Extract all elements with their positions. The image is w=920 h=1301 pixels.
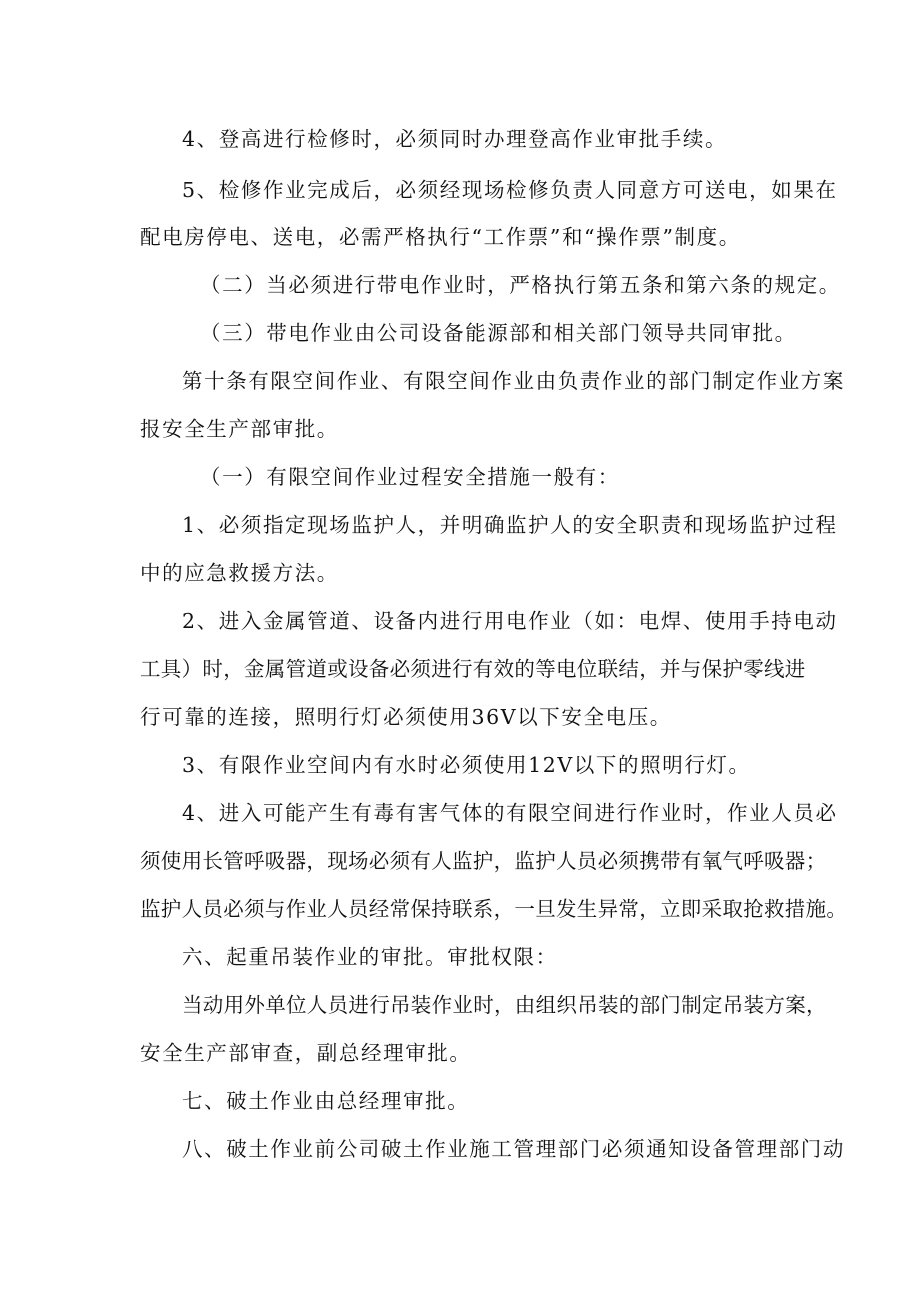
paragraph-line: 当动用外单位人员进行吊装作业时，由组织吊装的部门制定吊装方案，: [182, 993, 827, 1017]
paragraph-line: 报安全生产部审批。: [140, 417, 339, 441]
paragraph-line: 安全生产部审查，副总经理审批。: [140, 1041, 472, 1065]
paragraph-line: 4、进入可能产生有毒有害气体的有限空间进行作业时，作业人员必: [182, 801, 838, 825]
paragraph-line: 2、进入金属管道、设备内进行用电作业（如：电焊、使用手持电动: [182, 609, 838, 633]
paragraph-line: 中的应急救援方法。: [140, 561, 339, 585]
paragraph-line: 监护人员必须与作业人员经常保持联系，一旦发生异常，立即采取抢救措施。: [140, 897, 848, 921]
paragraph-line: 5、检修作业完成后，必须经现场检修负责人同意方可送电，如果在: [182, 178, 838, 202]
paragraph-line: 七、破土作业由总经理审批。: [182, 1089, 470, 1113]
paragraph-line: 工具）时，金属管道或设备必须进行有效的等电位联结，并与保护零线进: [140, 657, 806, 681]
paragraph-line: 八、破土作业前公司破土作业施工管理部门必须通知设备管理部门动: [182, 1137, 845, 1161]
paragraph-line: 第十条有限空间作业、有限空间作业由负责作业的部门制定作业方案: [182, 369, 845, 393]
paragraph-line: （二）当必须进行带电作业时，严格执行第五条和第六条的规定。: [200, 273, 841, 297]
paragraph-line: 须使用长管呼吸器，现场必须有人监护，监护人员必须携带有氧气呼吸器；: [140, 849, 827, 873]
paragraph-line: （三）带电作业由公司设备能源部和相关部门领导共同审批。: [200, 321, 797, 345]
paragraph-line: 1、必须指定现场监护人，并明确监护人的安全职责和现场监护过程: [182, 513, 838, 537]
paragraph-line: 行可靠的连接，照明行灯必须使用36V以下安全电压。: [140, 705, 672, 729]
paragraph-line: 3、有限作业空间内有水时必须使用12V以下的照明行灯。: [182, 753, 751, 777]
paragraph-line: （一）有限空间作业过程安全措施一般有：: [200, 465, 620, 489]
paragraph-line: 配电房停电、送电，必需严格执行“工作票”和“操作票”制度。: [140, 225, 741, 249]
paragraph-line: 4、登高进行检修时，必须同时办理登高作业审批手续。: [182, 127, 728, 151]
paragraph-line: 六、起重吊装作业的审批。审批权限：: [182, 945, 558, 969]
